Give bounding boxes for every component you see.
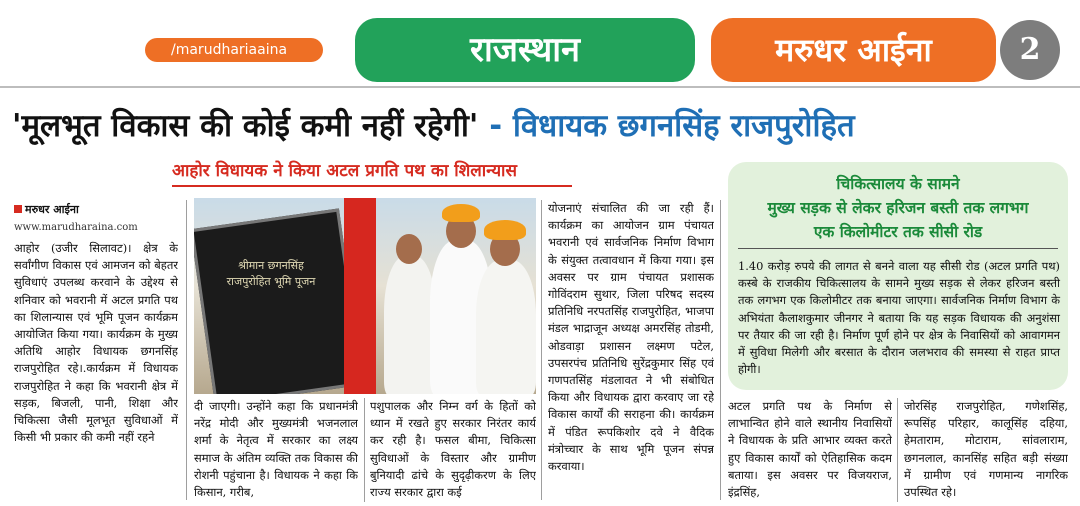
article-column-1 <box>14 240 178 502</box>
brand-square-icon <box>14 205 22 213</box>
brand-tab <box>711 18 996 82</box>
article-column-6 <box>904 398 1068 504</box>
column-2-text: दी जाएगी। उन्होंने कहा कि प्रधानमंत्री नरेंद्र मोदी और मुख्यमंत्री भजनलाल शर्मा के नेतृत्व में सरकार का लक्ष्य समाज के अंतिम व्यक्ति तक विकास की रोशनी पहुंचाना है। विधायक ने कहा कि किसान, गरीब, <box>194 399 358 500</box>
box-title-line-2: मुख्य सड़क से लेकर हरिजन बस्ती तक लगभग <box>767 199 1029 217</box>
column-1-text: आहोर (उजीर सिलावट)। क्षेत्र के सर्वांगीण विकास एवं आमजन को बेहतर सुविधाएं उपलब्ध करवाने के उद्देश्य से शनिवार को भवरानी में अटल प्रगति पथ का शिलान्यास एवं भूमि पूजन कार्यक्रम आयोजित किया गया। कार्यक्रम के मुख्य अतिथि आहोर विधायक छगनसिंह राजपुरोहित रहे।.कार्यक्रम में विधायक राजपुरोहित ने कहा कि भवरानी क्षेत्र में सड़क, बिजली, पानी, शिक्षा और चिकित्सा जैसी मूलभूत सुविधाओं में किसी भी प्रकार की कमी नहीं रहने <box>14 241 178 445</box>
column-divider <box>364 398 365 502</box>
section-label: राजस्थान <box>470 30 580 70</box>
article-column-5 <box>728 398 892 504</box>
headline-quote: 'मूलभूत विकास की कोई कमी नहीं रहेगी' <box>12 108 479 144</box>
column-4-text: योजनाएं संचालित की जा रही हैं। कार्यक्रम का आयोजन ग्राम पंचायत भवरानी एवं सार्वजनिक निर्माण विभाग के संयुक्त तत्वावधान में किया गया। इस अवसर पर ग्राम पंचायत प्रशासक गोविंदराम सुथार, जिला परिषद सदस्य प्रतिनिधि नरपतसिंह राजपुरोहित, भाजपा मंडल भाद्राजून अध्यक्ष अमरसिंह तोडमी, ओडवाड़ा प्रशासन लक्ष्मण पटेल, उपसरपंच प्रतिनिधि सुरेंद्रकुमार सिंह एवं गणपतसिंह मंडलावत ने भी संबोधित किया और विधायक द्वारा करवाए जा रहे विकास कार्यों की सराहना की। कार्यक्रम में पंडित रूपकिशोर दवे ने वैदिक मंत्रोच्चार के साथ भूमि पूजन संपन्न करवाया। <box>548 201 714 474</box>
brand-label: मरुधर आईना <box>775 31 932 69</box>
subheadline: आहोर विधायक ने किया अटल प्रगति पथ का शिलान्यास <box>172 161 517 181</box>
header-divider <box>0 86 1080 88</box>
person-right <box>476 260 536 394</box>
article-column-4 <box>548 200 714 504</box>
red-drape <box>344 198 376 394</box>
highlight-box-title <box>728 162 1068 248</box>
person-center-turban <box>442 204 480 222</box>
byline-website: www.marudharaina.com <box>14 222 138 233</box>
ceremony-photo <box>194 198 536 394</box>
page-number: 2 <box>1019 32 1041 67</box>
social-handle: /marudhariaaina <box>171 42 288 58</box>
social-handle-pill <box>145 38 323 62</box>
box-title-line-3: एक किलोमीटर तक सीसी रोड <box>813 223 983 241</box>
person-left-head <box>396 234 422 264</box>
highlight-box-divider <box>738 248 1058 249</box>
column-divider <box>720 200 721 500</box>
byline-brand <box>14 202 79 217</box>
person-right-turban <box>484 220 526 240</box>
subheadline-underline <box>172 185 572 187</box>
headline-dash: - <box>478 108 513 144</box>
column-divider <box>186 200 187 500</box>
headline <box>12 96 1072 156</box>
plaque-text: श्रीमान छगनसिंह राजपुरोहित भूमि पूजन <box>226 259 316 288</box>
column-divider <box>897 398 898 502</box>
foundation-plaque <box>194 208 364 394</box>
column-5-text: अटल प्रगति पथ के निर्माण से लाभान्वित होने वाले स्थानीय निवासियों ने विधायक के प्रति आभार व्यक्त करते हुए विकास कार्यों को ऐतिहासिक कदम बताया। इस अवसर पर विजयराज, इंद्रसिंह, <box>728 399 892 500</box>
byline-brand-text: मरुधर आईना <box>25 203 79 216</box>
column-6-text: जोरसिंह राजपुरोहित, गणेशसिंह, रूपसिंह परिहार, कालूसिंह दहिया, हेमताराम, मोटाराम, सांवलाराम, छगनलाल, कानसिंह सहित बड़ी संख्या में ग्रामीण एवं गणमान्य नागरिक उपस्थित रहे। <box>904 399 1068 500</box>
headline-attribution: विधायक छगनसिंह राजपुरोहित <box>512 108 855 144</box>
article-column-3 <box>370 398 536 504</box>
box-title-line-1: चिकित्सालय के सामने <box>836 175 960 193</box>
column-3-text: पशुपालक और निम्न वर्ग के हितों को ध्यान में रखते हुए सरकार निरंतर कार्य कर रही है। फसल बीमा, चिकित्सा सुविधाओं के विस्तार और ग्रामीण बुनियादी ढांचे के सुदृढ़ीकरण के लिए राज्य सरकार द्वारा कई <box>370 399 536 500</box>
article-column-2 <box>194 398 358 504</box>
section-tab <box>355 18 695 82</box>
highlight-box-text: 1.40 करोड़ रुपये की लागत से बनने वाला यह सीसी रोड (अटल प्रगति पथ) कस्बे के राजकीय चिकित्सालय के सामने मुख्य सड़क से लेकर हरिजन बस्ती तक लगभग एक किलोमीटर तक बनाया जाएगा। सार्वजनिक निर्माण विभाग के अभियंता कैलाशकुमार जीनगर ने बताया कि यह सड़क विधायक की अनुशंसा पर तैयार की जा रही है। निर्माण पूर्ण होने पर क्षेत्र के निवासियों को आवागमन में सुविधा मिलेगी और बरसात के दौरान जलभराव की समस्या से राहत प्राप्त होगी। <box>738 259 1060 377</box>
page-number-badge <box>1000 20 1060 80</box>
person-left <box>384 256 436 394</box>
column-divider <box>541 200 542 500</box>
